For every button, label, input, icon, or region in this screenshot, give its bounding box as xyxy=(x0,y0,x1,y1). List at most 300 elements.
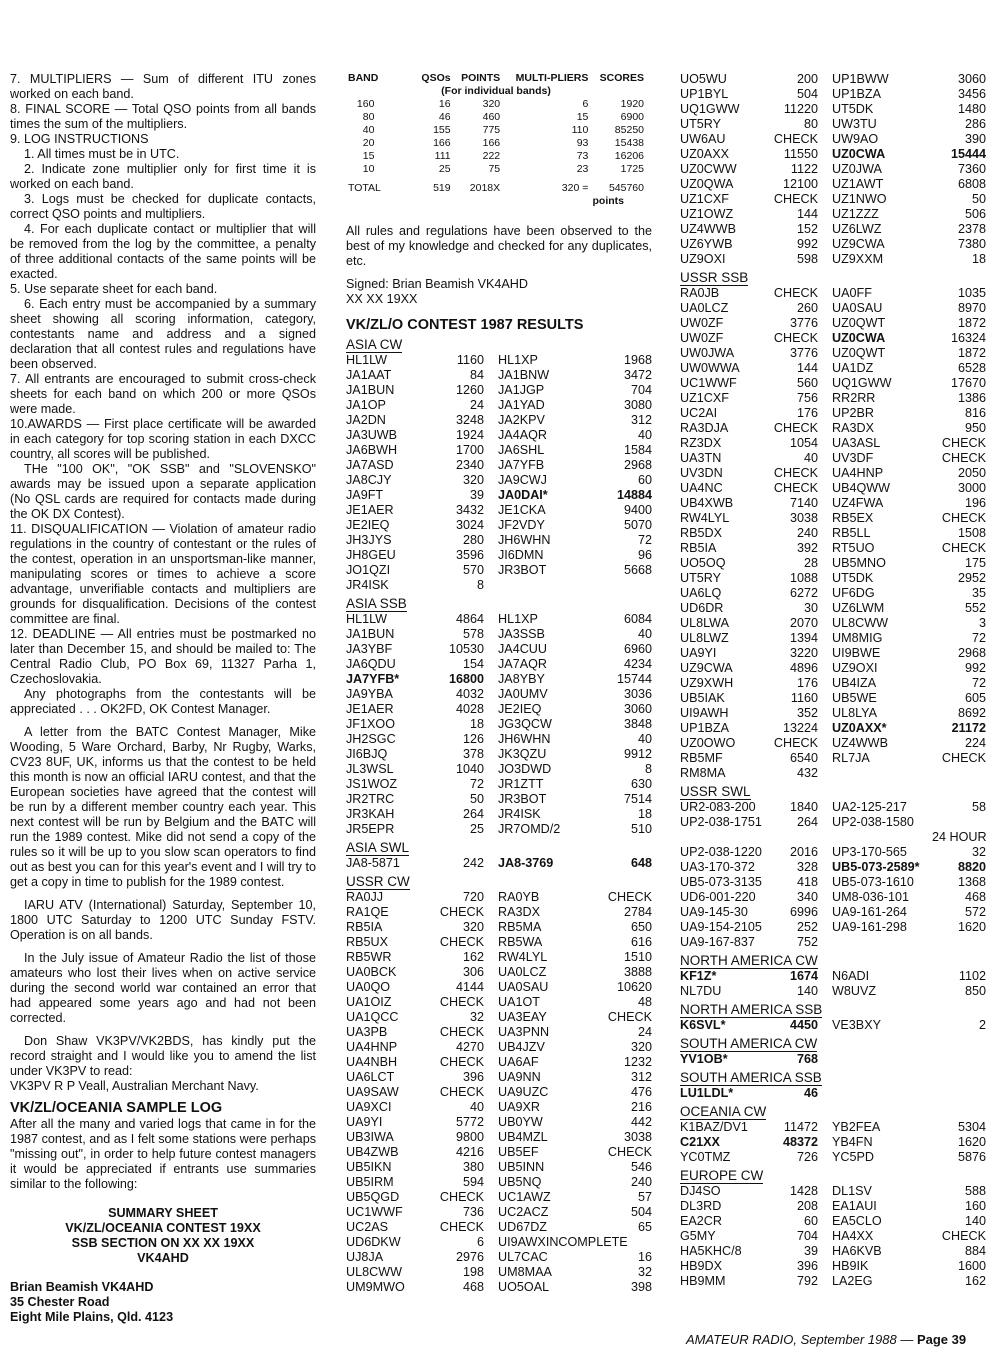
score: 552 xyxy=(964,601,986,615)
section-heading-wrap xyxy=(680,1033,988,1052)
score: CHECK xyxy=(773,421,818,435)
score: 176 xyxy=(796,406,818,420)
callsign: JA8-5871 xyxy=(346,856,400,870)
score: 736 xyxy=(462,1205,484,1219)
score: 605 xyxy=(964,691,986,705)
result-row xyxy=(680,556,988,571)
score: 390 xyxy=(964,132,986,146)
callsign: UI9AWH xyxy=(680,706,729,720)
summary-line: SSB SECTION ON XX XX 19XX xyxy=(71,1236,255,1250)
score: CHECK xyxy=(773,286,818,300)
callsign: RW4LYL xyxy=(680,511,730,525)
score: 3776 xyxy=(789,346,818,360)
callsign: UB5QGD xyxy=(346,1190,400,1204)
score: CHECK xyxy=(439,995,484,1009)
score: 1035 xyxy=(957,286,986,300)
score: 15444 xyxy=(950,147,986,161)
score-rows xyxy=(346,98,646,176)
signed-line: Signed: Brian Beamish VK4AHD xyxy=(346,277,529,291)
score: 352 xyxy=(796,706,818,720)
score: 4450 xyxy=(789,1018,818,1032)
section-heading: USSR SWL xyxy=(680,784,751,799)
callsign: UT5RY xyxy=(680,117,722,131)
callsign: LA2EG xyxy=(832,1274,873,1288)
score: CHECK xyxy=(773,192,818,206)
address-line: Eight Mile Plains, Qld. 4123 xyxy=(10,1310,174,1324)
score: 1508 xyxy=(957,526,986,540)
score: 2952 xyxy=(957,571,986,585)
callsign: K1BAZ/DV1 xyxy=(680,1120,748,1134)
callsign: JR3BOT xyxy=(498,792,547,806)
rules-paragraph: 10.AWARDS — First place certificate will be awarded in each category for top scoring station in each DXCC country, all scores will be published. xyxy=(10,417,316,461)
callsign: DL3RD xyxy=(680,1199,722,1213)
score: 16 xyxy=(637,1250,652,1264)
score: 3060 xyxy=(623,702,652,716)
score-cell: 40 xyxy=(362,124,375,136)
callsign: UA9-161-298 xyxy=(832,920,907,934)
score: 6272 xyxy=(789,586,818,600)
score: 756 xyxy=(796,391,818,405)
result-row xyxy=(346,762,652,777)
result-row xyxy=(680,162,988,177)
section-heading: OCEANIA CW xyxy=(680,1104,767,1119)
result-row xyxy=(346,1235,652,1250)
section-heading-wrap xyxy=(346,837,652,856)
callsign: HL1XP xyxy=(498,612,538,626)
result-row xyxy=(680,631,988,646)
callsign xyxy=(818,1052,932,1067)
callsign: UW3TU xyxy=(832,117,877,131)
score: 1368 xyxy=(957,875,986,889)
result-row xyxy=(680,466,988,481)
result-row xyxy=(680,571,988,586)
rules-paragraph: Don Shaw VK3PV/VK2BDS, has kindly put the record straight and I would like you to amend the list under VK3PV to read: xyxy=(10,1034,316,1078)
callsign xyxy=(818,935,932,950)
result-row xyxy=(680,616,988,631)
score: CHECK xyxy=(773,481,818,495)
score-cell: 93 xyxy=(576,137,589,149)
callsign: RR2RR xyxy=(832,391,876,405)
score: 816 xyxy=(964,406,986,420)
callsign: UZ0CWW xyxy=(680,162,737,176)
callsign: UD6DKW xyxy=(346,1235,401,1249)
score: 175 xyxy=(964,556,986,570)
score: 468 xyxy=(462,1280,484,1294)
result-row xyxy=(346,822,652,837)
score: 8692 xyxy=(957,706,986,720)
result-row xyxy=(680,1214,988,1229)
rules-paragraph: 11. DISQUALIFICATION — Violation of amateur radio regulations in the country of contestant or the rules of the contest, operation in an unsportsman-like manner, manipulating scores or times to achieve a score advantage, unverifiable contacts and multipliers are grounds for disqualification. Decisions of the contest committee are final. xyxy=(10,522,316,626)
callsign: UA0LCZ xyxy=(498,965,547,979)
section-heading-wrap xyxy=(680,267,988,286)
score: 2976 xyxy=(455,1250,484,1264)
score: 12100 xyxy=(782,177,818,191)
score: 3848 xyxy=(623,717,652,731)
callsign: UO5WU xyxy=(680,72,727,86)
result-row xyxy=(346,920,652,935)
score-cell: 85250 xyxy=(614,124,644,136)
callsign: UL8LWA xyxy=(680,616,729,630)
result-row xyxy=(346,518,652,533)
score: CHECK xyxy=(941,451,986,465)
section-heading: EUROPE CW xyxy=(680,1168,764,1183)
result-row xyxy=(680,421,988,436)
result-row xyxy=(680,845,988,860)
rules-paragraph: Any photographs from the contestants will be appreciated . . . OK2FD, OK Contest Manager. xyxy=(10,687,316,716)
callsign: RA3DJA xyxy=(680,421,729,435)
result-row xyxy=(346,1010,652,1025)
score: CHECK xyxy=(607,890,652,904)
score: 1584 xyxy=(623,443,652,457)
result-row xyxy=(680,406,988,421)
score: 60 xyxy=(637,473,652,487)
result-row xyxy=(680,301,988,316)
callsign: UP2-038-1751 xyxy=(680,815,762,829)
score: 162 xyxy=(964,1274,986,1288)
callsign: RB5MF xyxy=(680,751,723,765)
score: 5668 xyxy=(623,563,652,577)
score: 320 xyxy=(462,920,484,934)
callsign: RA3DX xyxy=(498,905,540,919)
callsign: JO3DWD xyxy=(498,762,552,776)
score: 4032 xyxy=(455,687,484,701)
callsign: UP1BZA xyxy=(832,87,881,101)
score: 40 xyxy=(469,1100,484,1114)
score: 3220 xyxy=(789,646,818,660)
score: 200 xyxy=(796,72,818,86)
score: 80 xyxy=(803,117,818,131)
callsign: RB5DX xyxy=(680,526,722,540)
result-row xyxy=(680,860,988,875)
score: 260 xyxy=(796,301,818,315)
callsign: KF1Z* xyxy=(680,969,717,983)
total-multipliers: 320 = xyxy=(561,182,589,194)
callsign: UD6-001-220 xyxy=(680,890,756,904)
score: 1674 xyxy=(789,969,818,983)
callsign: RT5UO xyxy=(832,541,875,555)
score: CHECK xyxy=(439,1190,484,1204)
callsign: UA6LCT xyxy=(346,1070,395,1084)
score: 850 xyxy=(964,984,986,998)
score: 50 xyxy=(469,792,484,806)
result-row xyxy=(346,657,652,672)
score: 648 xyxy=(630,856,652,870)
callsign: UA4NC xyxy=(680,481,723,495)
result-row xyxy=(680,391,988,406)
result-row xyxy=(346,353,652,368)
result-row xyxy=(680,541,988,556)
callsign: JS1WOZ xyxy=(346,777,398,791)
callsign: DJ4SO xyxy=(680,1184,721,1198)
score: 1620 xyxy=(957,1135,986,1149)
callsign: JK3QZU xyxy=(498,747,547,761)
callsign: RA0JJ xyxy=(346,890,384,904)
callsign: JA1BUN xyxy=(346,383,395,397)
callsign: UZ9OXI xyxy=(680,252,726,266)
result-row xyxy=(680,1259,988,1274)
callsign: RB5IA xyxy=(346,920,383,934)
callsign: JA3UWB xyxy=(346,428,398,442)
header-qsos: QSOs xyxy=(421,72,451,84)
total-label: TOTAL xyxy=(348,182,381,194)
callsign: UA9-154-2105 xyxy=(680,920,762,934)
result-row xyxy=(346,458,652,473)
callsign: JA6BWH xyxy=(346,443,398,457)
result-row xyxy=(680,1229,988,1244)
result-row xyxy=(680,890,988,905)
result-row xyxy=(680,252,988,267)
score: 46 xyxy=(803,1086,818,1100)
callsign: YV1OB* xyxy=(680,1052,728,1066)
score: 40 xyxy=(637,627,652,641)
score: 18 xyxy=(971,252,986,266)
header-multipliers: MULTI-PLIERS xyxy=(515,72,589,84)
callsign: UA9UZC xyxy=(498,1085,549,1099)
callsign: C21XX xyxy=(680,1135,720,1149)
subheader: (For individual bands) xyxy=(441,85,551,97)
score xyxy=(932,1052,986,1067)
score-cell: 6900 xyxy=(620,111,644,123)
callsign: UA1QCC xyxy=(346,1010,399,1024)
score: 1122 xyxy=(790,162,818,176)
callsign: JA6QDU xyxy=(346,657,396,671)
result-row xyxy=(346,1040,652,1055)
rules-paragraph: 9. LOG INSTRUCTIONS xyxy=(10,132,149,146)
callsign: HA5KHC/8 xyxy=(680,1244,742,1258)
header-band: BAND xyxy=(348,72,379,84)
result-row xyxy=(346,473,652,488)
result-row xyxy=(346,672,652,687)
score: 432 xyxy=(796,766,818,780)
callsign: JA4AQR xyxy=(498,428,547,442)
score: 1160 xyxy=(456,353,484,367)
score-cell: 775 xyxy=(482,124,501,136)
result-row xyxy=(346,890,652,905)
callsign xyxy=(818,766,932,781)
callsign: UZ0CWA xyxy=(832,331,886,345)
callsign: UA9XR xyxy=(498,1100,540,1114)
callsign: UM8MIG xyxy=(832,631,883,645)
callsign: JA9YBA xyxy=(346,687,393,701)
score: 992 xyxy=(964,661,986,675)
callsign: G5MY xyxy=(680,1229,716,1243)
callsign: UL8CWW xyxy=(346,1265,402,1279)
score: 1700 xyxy=(455,443,484,457)
points-label: points xyxy=(592,195,624,207)
callsign: UP1BYL xyxy=(680,87,729,101)
result-row xyxy=(346,792,652,807)
score: 40 xyxy=(637,428,652,442)
score: 306 xyxy=(462,965,484,979)
score: 768 xyxy=(796,1052,818,1066)
score: 11472 xyxy=(783,1120,818,1134)
callsign: EA1AUI xyxy=(832,1199,877,1213)
callsign: UB4MZL xyxy=(498,1130,548,1144)
score: 14884 xyxy=(616,488,652,502)
result-row xyxy=(346,563,652,578)
callsign: UA1OIZ xyxy=(346,995,392,1009)
result-row xyxy=(680,376,988,391)
result-row xyxy=(346,1190,652,1205)
score: 2784 xyxy=(623,905,652,919)
score: 50 xyxy=(971,192,986,206)
callsign: UB4XWB xyxy=(680,496,734,510)
score-cell: 75 xyxy=(488,163,501,175)
callsign: JE2IEQ xyxy=(498,702,542,716)
callsign: JE1AER xyxy=(346,503,394,517)
callsign: UB5IRM xyxy=(346,1175,394,1189)
score: 72 xyxy=(469,777,484,791)
callsign: JO1QZI xyxy=(346,563,391,577)
score: 1088 xyxy=(789,571,818,585)
total-points: 2018X xyxy=(469,182,501,194)
callsign: JA7YFB* xyxy=(346,672,400,686)
score: 380 xyxy=(462,1160,484,1174)
column-right xyxy=(680,72,988,1289)
score: 616 xyxy=(630,935,652,949)
result-row xyxy=(346,687,652,702)
result-row xyxy=(680,192,988,207)
callsign: JA3SSB xyxy=(498,627,545,641)
rules-paragraph: 12. DEADLINE — All entries must be postmarked no later than December 15, and should be mailed to: The Central Radio Club, PO Box 69, 11327 Parha 1, Czechoslovakia. xyxy=(10,627,316,686)
callsign: UZ1AWT xyxy=(832,177,884,191)
score-cell: 20 xyxy=(362,137,375,149)
callsign: UA9YI xyxy=(680,646,717,660)
score: 1394 xyxy=(789,631,818,645)
score: CHECK xyxy=(773,466,818,480)
result-row xyxy=(680,237,988,252)
callsign: UA9SAW xyxy=(346,1085,399,1099)
callsign: UB4IZA xyxy=(832,676,877,690)
score: 1620 xyxy=(957,920,986,934)
score: 57 xyxy=(637,1190,652,1204)
callsign: UA2-125-217 xyxy=(832,800,907,814)
callsign: UC2ACZ xyxy=(498,1205,549,1219)
callsign: JR4ISK xyxy=(346,578,389,592)
score: 328 xyxy=(796,860,818,874)
result-row xyxy=(680,706,988,721)
footer-date: , September 1988 — xyxy=(793,1332,917,1347)
result-row xyxy=(680,481,988,496)
result-row xyxy=(346,1025,652,1040)
result-row xyxy=(680,451,988,466)
callsign: UB4ZWB xyxy=(346,1145,399,1159)
section-heading: SOUTH AMERICA CW xyxy=(680,1036,818,1051)
callsign: UB5INN xyxy=(498,1160,545,1174)
summary-line: VK4AHD xyxy=(137,1251,189,1265)
callsign: JE1AER xyxy=(346,702,394,716)
rules-paragraph: 8. FINAL SCORE — Total QSO points from all bands times the sum of the multipliers. xyxy=(10,102,316,131)
result-row xyxy=(680,102,988,117)
score: 280 xyxy=(462,533,484,547)
score: 17670 xyxy=(950,376,986,390)
result-row xyxy=(346,1265,652,1280)
result-row xyxy=(680,117,988,132)
score: 264 xyxy=(796,815,818,829)
callsign: RW4LYL xyxy=(498,950,548,964)
score: CHECK xyxy=(439,1085,484,1099)
score: 4028 xyxy=(455,702,484,716)
callsign: JE1CKA xyxy=(498,503,546,517)
section-heading: SOUTH AMERICA SSB xyxy=(680,1070,822,1085)
score-cell: 1920 xyxy=(620,98,644,110)
callsign: UW0WWA xyxy=(680,361,740,375)
score-cell: 166 xyxy=(482,137,501,149)
callsign: UA0SAU xyxy=(832,301,883,315)
callsign: W8UVZ xyxy=(832,984,877,998)
score-row xyxy=(346,137,646,150)
score-table xyxy=(346,72,646,208)
score: 598 xyxy=(796,252,818,266)
callsign: DL1SV xyxy=(832,1184,872,1198)
callsign: EA5CLO xyxy=(832,1214,882,1228)
score: 1600 xyxy=(957,1259,986,1273)
result-row xyxy=(680,177,988,192)
score: 39 xyxy=(803,1244,818,1258)
score: 5304 xyxy=(957,1120,986,1134)
result-row xyxy=(680,1274,988,1289)
result-row xyxy=(346,428,652,443)
score: 3 xyxy=(978,616,986,630)
result-row xyxy=(680,984,988,999)
score: 160 xyxy=(964,1199,986,1213)
result-row xyxy=(680,661,988,676)
section-heading: ASIA SSB xyxy=(346,596,407,611)
result-row xyxy=(680,875,988,890)
score: CHECK xyxy=(941,1229,986,1243)
callsign: RB5EX xyxy=(832,511,874,525)
callsign: UA3-170-372 xyxy=(680,860,755,874)
callsign: RZ3DX xyxy=(680,436,722,450)
score-cell: 16 xyxy=(438,98,451,110)
callsign: UA6AF xyxy=(498,1055,539,1069)
result-row xyxy=(680,132,988,147)
callsign: JI6DMN xyxy=(498,548,544,562)
total-score: 545760 xyxy=(608,182,644,194)
result-row xyxy=(346,612,652,627)
callsign: RA0JB xyxy=(680,286,720,300)
rules-paragraph: VK3PV R P Veall, Australian Merchant Navy. xyxy=(10,1079,259,1093)
callsign: UV3DN xyxy=(680,466,723,480)
score: 1232 xyxy=(623,1055,652,1069)
callsign: UZ6LWM xyxy=(832,601,885,615)
score: 9800 xyxy=(455,1130,484,1144)
result-row xyxy=(680,511,988,526)
callsign: UA6LQ xyxy=(680,586,722,600)
score-cell: 15438 xyxy=(614,137,644,149)
score-cell: 155 xyxy=(433,124,451,136)
score: 3888 xyxy=(623,965,652,979)
callsign: UZ0AXX xyxy=(680,147,729,161)
callsign: JA1BUN xyxy=(346,627,395,641)
callsign: RL7JA xyxy=(832,751,870,765)
score: 16800 xyxy=(448,672,484,686)
callsign: JH8GEU xyxy=(346,548,396,562)
callsign: UA9-161-264 xyxy=(832,905,907,919)
score: 7514 xyxy=(623,792,652,806)
score: 6808 xyxy=(957,177,986,191)
result-row xyxy=(346,398,652,413)
score: 792 xyxy=(796,1274,818,1288)
score: 398 xyxy=(630,1280,652,1294)
score: 1924 xyxy=(455,428,484,442)
result-row xyxy=(680,147,988,162)
score: CHECK xyxy=(773,736,818,750)
callsign: N6ADI xyxy=(832,969,870,983)
score: CHECK xyxy=(607,1145,652,1159)
result-row xyxy=(346,413,652,428)
result-row xyxy=(346,488,652,503)
